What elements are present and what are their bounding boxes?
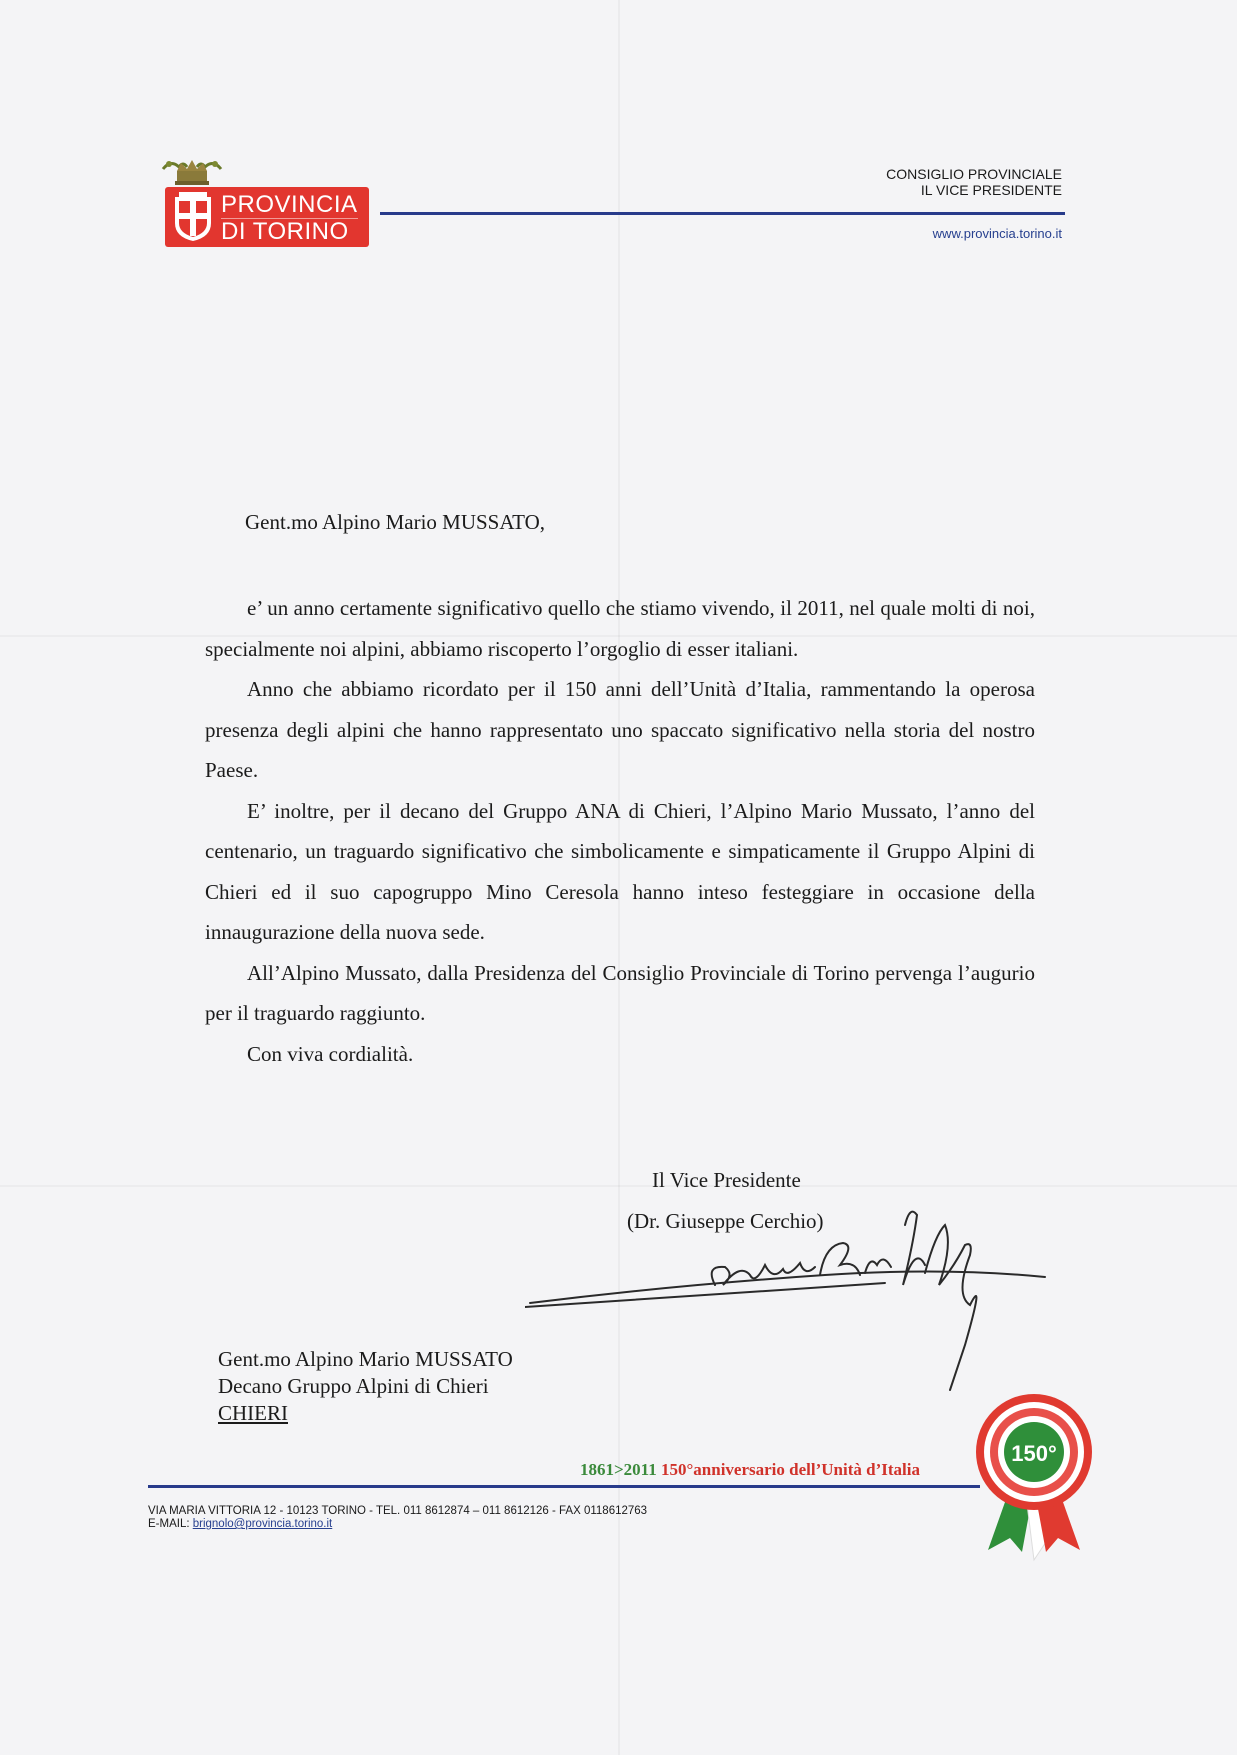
email-label: E-MAIL: (148, 1518, 193, 1530)
logo-text (221, 192, 358, 245)
provincia-logo (155, 155, 375, 255)
signatory-title: Il Vice Presidente (652, 1168, 801, 1192)
paragraph: Anno che abbiamo ricordato per il 150 anni dell’Unità d’Italia, rammentando la operosa presenza degli alpini che hanno rappresentato uno spaccato significativo nella storia del nostro Paese. (205, 677, 1035, 782)
office-header (886, 166, 1062, 198)
anniversary-years: 1861>2011 (580, 1460, 657, 1479)
anniversary-text: 150°anniversario dell’Unità d’Italia (656, 1460, 920, 1479)
crown-crest-icon (157, 155, 227, 187)
handwritten-signature (525, 1205, 1070, 1395)
email-link[interactable]: brignolo@provincia.torino.it (192, 1518, 333, 1530)
logo-line1: PROVINCIA (221, 191, 358, 218)
paragraph: E’ inoltre, per il decano del Gruppo ANA di Chieri, l’Alpino Mario Mussato, l’anno del centenario, un traguardo significativo che simbolicamente e simpaticamente il Gruppo Alpini di Chieri ed il suo capogruppo Mino Ceresola hanno inteso festeggiare in occasione della innaugurazione della nuova sede. (205, 798, 1035, 944)
footer-contacts (148, 1505, 647, 1531)
office-line1: CONSIGLIO PROVINCIALE (886, 166, 1062, 182)
footer-email-line (148, 1518, 647, 1531)
footer-rule (148, 1485, 980, 1488)
recipient-line2: Decano Gruppo Alpini di Chieri (218, 1374, 489, 1398)
logo-line2: DI TORINO (221, 218, 349, 245)
logo-red-box (165, 187, 369, 247)
office-line2: IL VICE PRESIDENTE (920, 182, 1062, 198)
paper-fold-horizontal (0, 1185, 1237, 1187)
letter-body (205, 588, 1035, 1074)
header-rule (380, 212, 1065, 215)
anniversary-banner (580, 1460, 920, 1480)
footer-address: VIA MARIA VITTORIA 12 - 10123 TORINO - TEL. 011 8612874 – 011 8612126 - FAX 0118612763 (148, 1505, 648, 1517)
recipient-city: CHIERI (218, 1401, 288, 1425)
salutation: Gent.mo Alpino Mario MUSSATO, (245, 510, 546, 534)
tricolor-rosette-icon (970, 1392, 1098, 1564)
rosette-badge: 150° (1011, 1441, 1057, 1466)
paragraph: All’Alpino Mussato, dalla Presidenza del Consiglio Provinciale di Torino pervenga l’augurio per il traguardo raggiunto. (205, 960, 1035, 1025)
recipient-address (218, 1346, 513, 1427)
website-link[interactable]: www.provincia.torino.it (932, 226, 1062, 241)
recipient-line1: Gent.mo Alpino Mario MUSSATO (218, 1347, 513, 1371)
paragraph: Con viva cordialità. (247, 1041, 414, 1066)
signatory-name: (Dr. Giuseppe Cerchio) (627, 1209, 824, 1233)
shield-cross-icon (173, 191, 213, 243)
paragraph: e’ un anno certamente significativo quello che stiamo vivendo, il 2011, nel quale molti di noi, specialmente noi alpini, abbiamo riscoperto l’orgoglio di esser italiani. (205, 596, 1035, 661)
